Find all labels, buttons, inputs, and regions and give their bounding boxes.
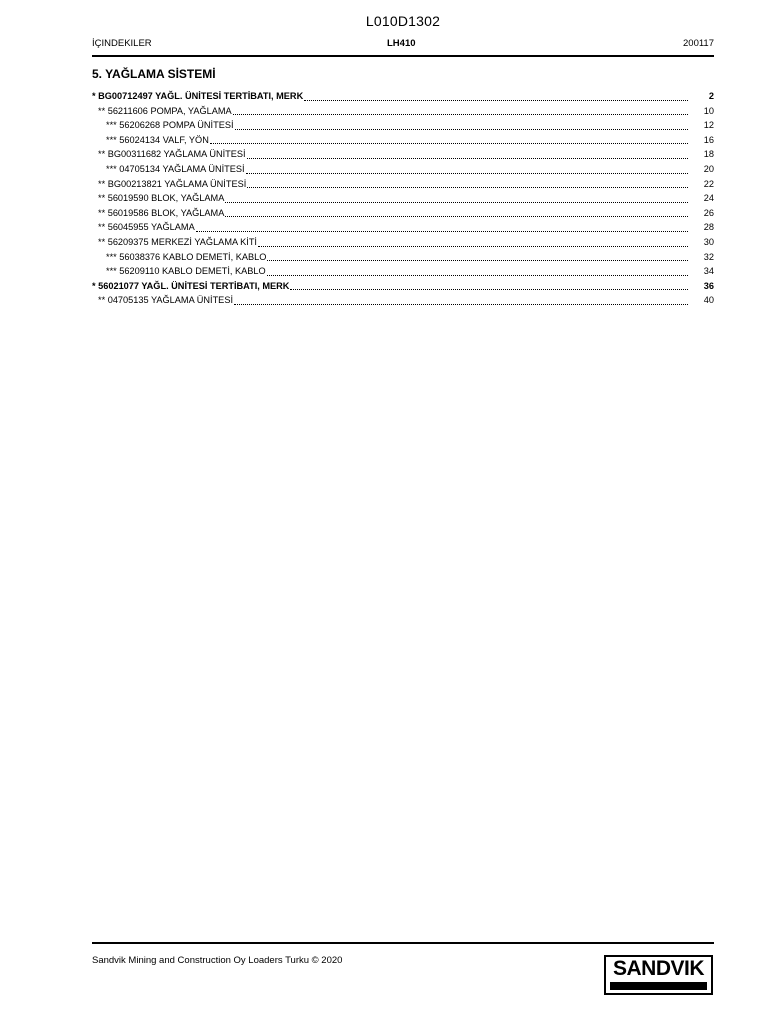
toc-dot-leader (267, 259, 688, 261)
toc-entry-page: 40 (703, 295, 714, 306)
table-of-contents (92, 89, 714, 308)
logo-wordmark: SANDVIK (612, 957, 704, 980)
toc-entry-title: *** 56038376 KABLO DEMETİ, KABLO (106, 251, 267, 262)
toc-dot-leader (235, 128, 689, 130)
toc-entry-page: 34 (703, 266, 714, 277)
header-section-label: İÇINDEKILER (92, 38, 152, 49)
toc-entry-page: 18 (703, 149, 714, 160)
header-model: LH410 (387, 38, 416, 49)
toc-dot-leader (304, 99, 688, 101)
toc-entry[interactable] (92, 235, 714, 250)
header-date-code: 200117 (683, 38, 714, 49)
toc-entry-page: 16 (703, 134, 714, 145)
toc-entry[interactable] (92, 264, 714, 279)
toc-entry-page: 30 (703, 236, 714, 247)
header-divider (92, 55, 714, 57)
section-title: 5. YAĞLAMA SİSTEMİ (92, 67, 216, 81)
toc-dot-leader (258, 245, 688, 247)
toc-entry[interactable] (92, 206, 714, 221)
toc-entry-title: ** BG00311682 YAĞLAMA ÜNİTESİ (98, 149, 246, 160)
footer-copyright: Sandvik Mining and Construction Oy Loaders Turku © 2020 (92, 955, 343, 966)
toc-entry[interactable] (92, 118, 714, 133)
toc-entry-page: 36 (703, 280, 714, 291)
toc-entry[interactable] (92, 279, 714, 294)
toc-entry-title: ** BG00213821 YAĞLAMA ÜNİTESİ (98, 178, 247, 189)
page-header (92, 38, 714, 52)
toc-entry-title: ** 56211606 POMPA, YAĞLAMA (98, 105, 232, 116)
toc-dot-leader (234, 303, 688, 305)
toc-entry-title: * BG00712497 YAĞL. ÜNİTESİ TERTİBATI, MERK (92, 91, 304, 101)
toc-entry-title: *** 56209110 KABLO DEMETİ, KABLO (106, 266, 266, 277)
toc-entry-page: 26 (703, 207, 714, 218)
toc-entry-title: * 56021077 YAĞL. ÜNİTESİ TERTİBATI, MERK (92, 280, 290, 291)
toc-entry[interactable] (92, 133, 714, 148)
toc-dot-leader (247, 157, 688, 159)
toc-entry-page: 28 (703, 222, 714, 233)
sandvik-logo (604, 955, 713, 995)
toc-entry-page: 24 (703, 193, 714, 204)
toc-entry-title: *** 56206268 POMPA ÜNİTESİ (106, 120, 234, 131)
toc-entry-title: ** 56019586 BLOK, YAĞLAMA (98, 207, 225, 218)
toc-entry[interactable] (92, 293, 714, 308)
toc-entry-page: 2 (708, 91, 714, 101)
toc-entry[interactable] (92, 162, 714, 177)
toc-dot-leader (210, 142, 688, 144)
toc-dot-leader (246, 172, 688, 174)
toc-entry[interactable] (92, 104, 714, 119)
toc-entry-page: 10 (703, 105, 714, 116)
toc-entry-page: 12 (703, 120, 714, 131)
toc-entry-title: *** 56024134 VALF, YÖN (106, 134, 209, 145)
logo-underline-bar (610, 982, 707, 990)
toc-entry-title: ** 56209375 MERKEZİ YAĞLAMA KİTİ (98, 236, 257, 247)
toc-entry-title: ** 56045955 YAĞLAMA (98, 222, 195, 233)
toc-entry[interactable] (92, 147, 714, 162)
toc-entry-page: 22 (703, 178, 714, 189)
toc-dot-leader (247, 186, 688, 188)
toc-entry[interactable] (92, 89, 714, 104)
toc-entry-page: 20 (703, 163, 714, 174)
toc-dot-leader (225, 201, 688, 203)
toc-dot-leader (233, 113, 688, 115)
toc-entry-title: ** 04705135 YAĞLAMA ÜNİTESİ (98, 295, 233, 306)
footer-divider (92, 942, 714, 944)
toc-entry-title: ** 56019590 BLOK, YAĞLAMA (98, 193, 225, 204)
toc-dot-leader (290, 288, 688, 290)
document-code: L010D1302 (365, 13, 441, 29)
toc-entry[interactable] (92, 191, 714, 206)
toc-entry-page: 32 (703, 251, 714, 262)
toc-entry-title: *** 04705134 YAĞLAMA ÜNİTESİ (106, 163, 245, 174)
toc-entry[interactable] (92, 250, 714, 265)
toc-dot-leader (267, 274, 688, 276)
toc-dot-leader (225, 215, 688, 217)
toc-dot-leader (196, 230, 688, 232)
toc-entry[interactable] (92, 220, 714, 235)
toc-entry[interactable] (92, 177, 714, 192)
